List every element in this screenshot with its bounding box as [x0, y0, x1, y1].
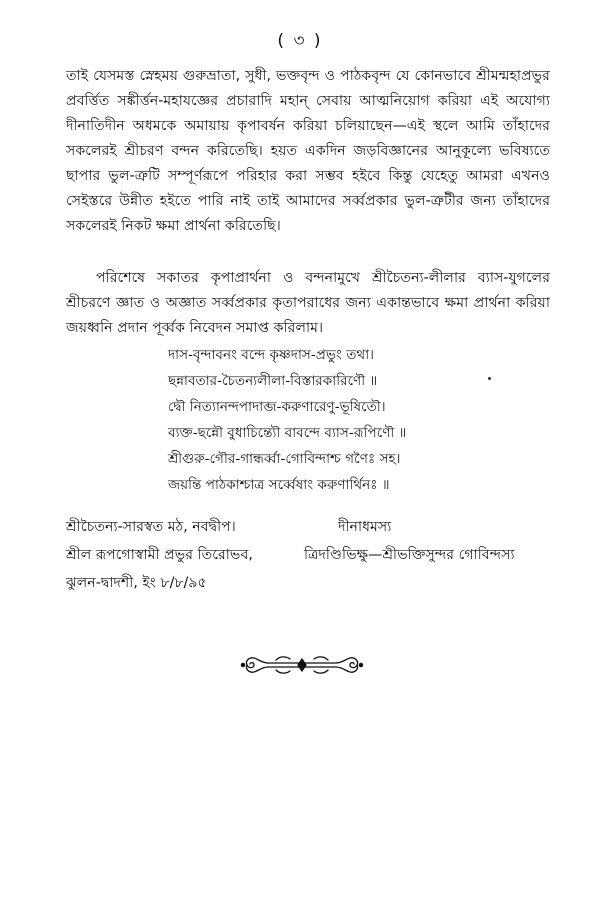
signature-humble: দীনাধমস্য [338, 519, 392, 535]
signature-line: শ্রীচৈতন্য-সারস্বত মঠ, নবদ্বীপ। [66, 519, 236, 535]
verse-line: শ্রীগুরু-গৌর-গান্ধর্ব্বা-গোবিন্দাশ্চ গণৈঃ সহ। [168, 451, 401, 467]
verse-line: ব্যক্ত-ছন্নৌ বুধাচিন্ত্যৌ বাবন্দে ব্যাস-রূপিণৌ ॥ [168, 425, 407, 441]
paragraph-text: তাই যেসমস্ত স্নেহময় গুরুভ্রাতা, সুধী, ভক্তবৃন্দ ও পাঠকবৃন্দ যে কোনভাবে শ্রীমন্মহাপ্রভুর প্রবর্ত্তিত সঙ্কীর্ত্তন-মহাযজ্ঞের প্রচারাদি মহান্‌ সেবায় আত্মনিয়োগ করিয়া এই অযোগ্য দীনাতিদীন অধমকে অমায়ায় কৃপাবর্ষন করিয়া চলিয়াছেন—এই স্থলে আমি তাঁহাদের সকলেরই শ্রীচরণ বন্দন করিতেছি। হয়ত একদিন জড়বিজ্ঞানের আনুকূল্যে ভবিষ্যতে ছাপার ভুল-ত্রুটি সম্পূর্ণরূপে পরিহার করা সম্ভব হইবে কিন্তু যেহেতু আমরা এখনও সেইস্তরে উন্নীত হইতে পারি নাই তাই আমাদের সর্ব্বপ্রকার ভুল-ত্রুটীর জন্য তাঁহাদের সকলেরই নিকট ক্ষমা প্রার্থনা করিতেছি। [66, 68, 550, 234]
signature-line: শ্রীল রূপগোস্বামী প্রভুর তিরোভব, [66, 547, 253, 563]
verse-line: ছন্নাবতার-চৈতন্যলীলা-বিস্তারকারিণৌ ॥ [168, 373, 378, 389]
verse-line: দাস-বৃন্দাবনং বন্দে কৃষ্ণদাস-প্রভুং তথা। [168, 347, 375, 363]
signature-author: ত্রিদণ্ডিভিক্ষু—শ্রীভক্তিসুন্দর গোবিন্দস্য [304, 547, 515, 563]
sanskrit-verse [168, 342, 468, 498]
paragraph-closing [66, 266, 550, 341]
paragraph-acknowledgement [66, 64, 550, 239]
signature-place-date [66, 513, 253, 597]
verse-line: জয়ন্তি পাঠকাশ্চাত্র সর্ব্বেষাং করুণার্থিনঃ ॥ [168, 477, 390, 493]
stray-dot-mark [488, 377, 491, 380]
decorative-scroll-ornament-icon [240, 650, 364, 680]
page-number: ( ৩ ) [277, 31, 323, 51]
paragraph-text: পরিশেষে সকাতর কৃপাপ্রার্থনা ও বন্দনামুখে শ্রীচৈতন্য-লীলার ব্যাস-যুগলের শ্রীচরণে জ্ঞাত ও অজ্ঞাত সর্ব্বপ্রকার কৃতাপরাধের জন্য একান্তভাবে ক্ষমা প্রার্থনা করিয়া জয়ধ্বনি প্রদান পূর্ব্বক নিবেদন সমাপ্ত করিলাম। [66, 270, 550, 336]
signature-line: ঝুলন-দ্বাদশী, ইং ৮/৮/৯৫ [66, 575, 207, 591]
verse-line: দ্বৌ নিত্যানন্দপাদাব্জ-করুণারেণু-ভূষিতৌ। [168, 399, 386, 415]
